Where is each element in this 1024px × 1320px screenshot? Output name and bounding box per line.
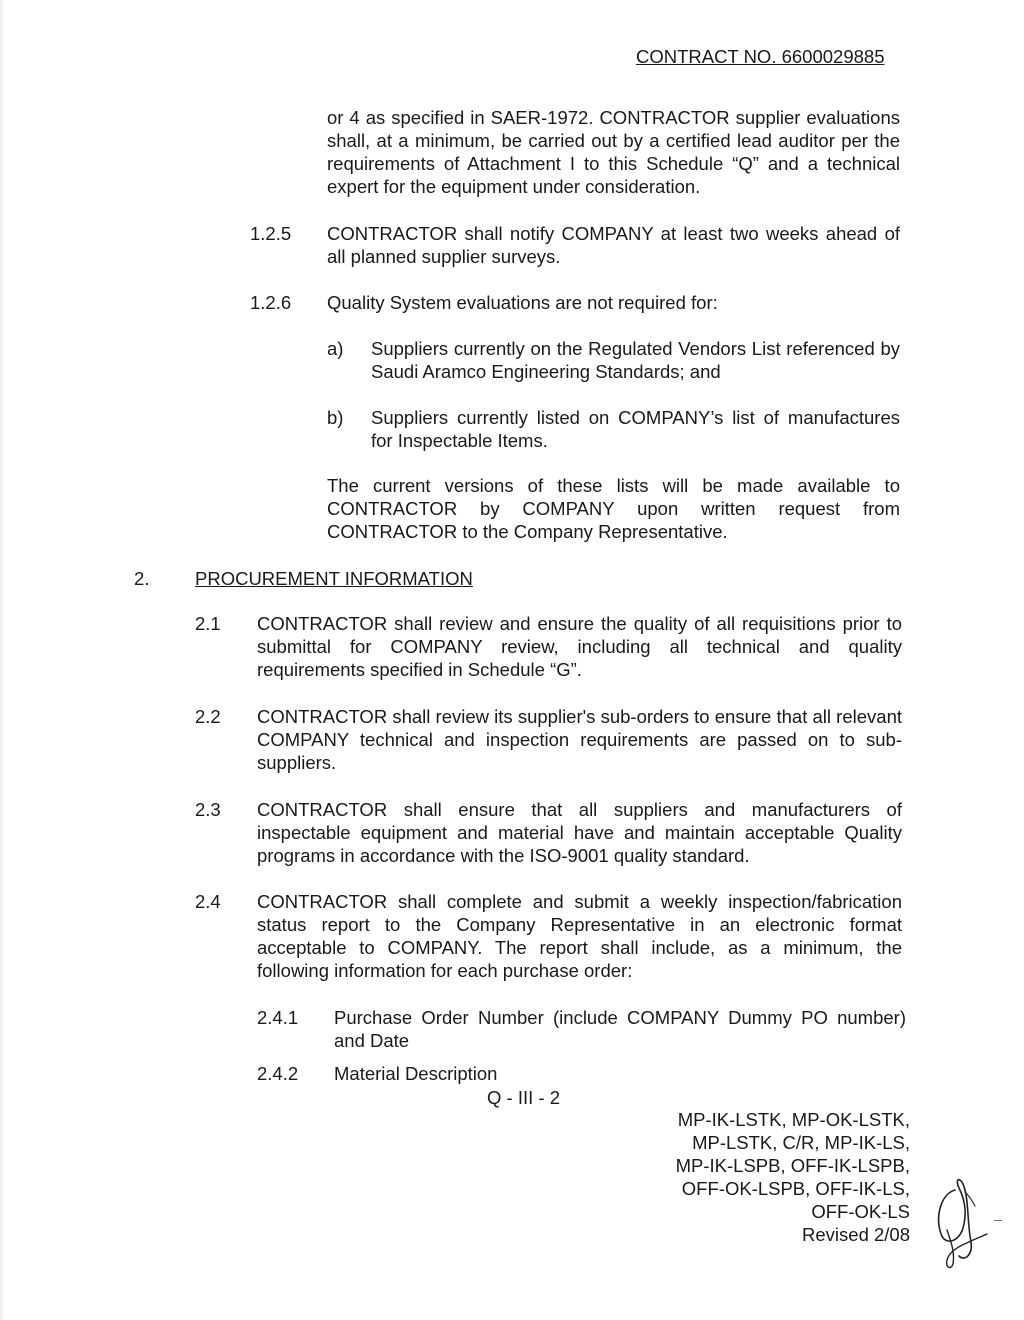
contract-number-header: CONTRACT NO. 6600029885: [636, 46, 885, 67]
contract-codes-line: MP-IK-LSTK, MP-OK-LSTK,: [677, 1109, 910, 1130]
section-2-3-text: CONTRACTOR shall ensure that all suppliers and manufacturers of inspectable equipment and material have and maintain acceptable Quality programs in accordance with the ISO-9001 quality standard.: [257, 799, 902, 866]
contract-codes-line: MP-LSTK, C/R, MP-IK-LS,: [692, 1132, 910, 1153]
handwritten-initials: [925, 1172, 995, 1272]
section-number-2-3: 2.3: [195, 799, 221, 820]
lists-availability-note: The current versions of these lists will be made available to CONTRACTOR by COMPANY upon written request from CONTRACTOR to the Company Representative.: [327, 475, 900, 542]
section-2-2-text: CONTRACTOR shall review its supplier's sub-orders to ensure that all relevant COMPANY technical and inspection requirements are passed on to sub-suppliers.: [257, 706, 902, 773]
section-1-2-6-text: Quality System evaluations are not required for:: [327, 292, 718, 313]
item-a-text: Suppliers currently on the Regulated Vendors List referenced by Saudi Aramco Engineering Standards; and: [371, 338, 900, 382]
margin-mark: [994, 1220, 1002, 1221]
section-2-4-text: CONTRACTOR shall complete and submit a weekly inspection/fabrication status report to the Company Representative in an electronic format acceptable to COMPANY. The report shall include, as a minimum, the following information for each purchase order:: [257, 891, 902, 981]
contract-codes-block: [600, 1108, 910, 1246]
section-2-title: PROCUREMENT INFORMATION: [195, 568, 473, 589]
section-number-2-4-1: 2.4.1: [257, 1007, 299, 1028]
section-number-1-2-6: 1.2.6: [250, 292, 292, 313]
section-2-4-2-text: Material Description: [334, 1063, 498, 1084]
section-number-2-1: 2.1: [195, 613, 221, 634]
item-b-label: b): [327, 407, 344, 428]
section-number-2-2: 2.2: [195, 706, 221, 727]
revision-date: Revised 2/08: [802, 1224, 910, 1245]
section-2-4-1-text: Purchase Order Number (include COMPANY Dummy PO number) and Date: [334, 1007, 906, 1051]
item-a-label: a): [327, 338, 344, 359]
scan-edge: [0, 0, 3, 1320]
contract-codes-line: MP-IK-LSPB, OFF-IK-LSPB,: [675, 1155, 910, 1176]
contract-codes-line: OFF-OK-LSPB, OFF-IK-LS,: [681, 1178, 910, 1199]
page-number: Q - III - 2: [487, 1087, 560, 1108]
section-2-1-text: CONTRACTOR shall review and ensure the quality of all requisitions prior to submittal for COMPANY review, including all technical and quality requirements specified in Schedule “G”.: [257, 613, 902, 680]
contract-codes-line: OFF-OK-LS: [811, 1201, 910, 1222]
section-number-2-4-2: 2.4.2: [257, 1063, 299, 1084]
item-b-text: Suppliers currently listed on COMPANY’s list of manufactures for Inspectable Items.: [371, 407, 900, 451]
section-number-2-4: 2.4: [195, 891, 221, 912]
continuation-paragraph: or 4 as specified in SAER-1972. CONTRACTOR supplier evaluations shall, at a minimum, be carried out by a certified lead auditor per the requirements of Attachment I to this Schedule “Q” and a technical expert for the equipment under consideration.: [327, 107, 900, 197]
section-1-2-5-text: CONTRACTOR shall notify COMPANY at least two weeks ahead of all planned supplier surveys.: [327, 223, 900, 267]
section-number-1-2-5: 1.2.5: [250, 223, 292, 244]
section-number-2: 2.: [134, 568, 150, 589]
